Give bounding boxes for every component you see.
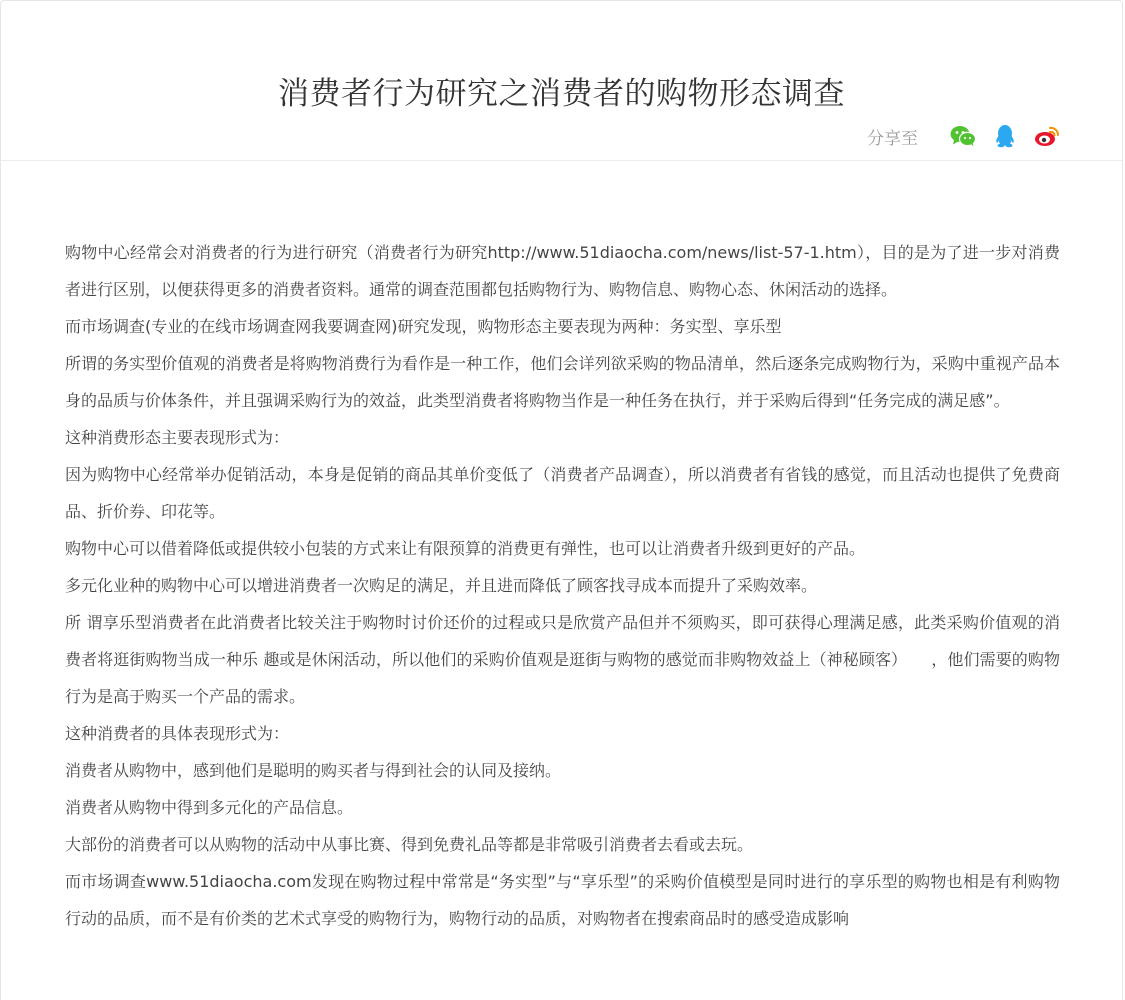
paragraph: 这种消费形态主要表现形式为：	[65, 428, 290, 447]
paragraph: 多元化业种的购物中心可以增进消费者一次购足的满足，并且进而降低了顾客找寻成本而提升了采购效率。	[65, 576, 818, 595]
wechat-icon[interactable]	[950, 123, 976, 149]
paragraph: 这种消费者的具体表现形式为：	[65, 724, 290, 743]
paragraph: 消费者从购物中得到多元化的产品信息。	[65, 798, 354, 817]
paragraph: 购物中心可以借着降低或提供较小包装的方式来让有限预算的消费更有弹性，也可以让消费者升级到更好的产品。	[65, 539, 866, 558]
paragraph: 大部份的消费者可以从购物的活动中从事比赛、得到免费礼品等都是非常吸引消费者去看或去玩。	[65, 835, 754, 854]
paragraph: 消费者从购物中，感到他们是聪明的购买者与得到社会的认同及接纳。	[65, 761, 562, 780]
qq-icon[interactable]	[992, 123, 1018, 149]
weibo-icon[interactable]	[1034, 123, 1060, 149]
paragraph: 所 谓享乐型消费者在此消费者比较关注于购物时讨价还价的过程或只是欣赏产品但并不须购买，即可获得心理满足感，此类采购价值观的消费者将逛街购物当成一种乐 趣或是休闲活动，所以他们的采购价值观是逛街与购物的感觉而非购物效益上（神秘顾客） ，他们需要的购物行为是高于购买一个产品的需求。	[65, 613, 1060, 706]
paragraph: 因为购物中心经常举办促销活动，本身是促销的商品其单价变低了（消费者产品调查），所以消费者有省钱的感觉，而且活动也提供了免费商品、折价券、印花等。	[65, 465, 1060, 521]
article-body	[65, 234, 1060, 937]
share-bar	[867, 121, 1060, 151]
page-title: 消费者行为研究之消费者的购物形态调查	[278, 75, 845, 112]
paragraph: 所谓的务实型价值观的消费者是将购物消费行为看作是一种工作，他们会详列欲采购的物品清单，然后逐条完成购物行为，采购中重视产品本身的品质与价体条件，并且强调采购行为的效益，此类型消费者将购物当作是一种任务在执行，并于采购后得到“任务完成的满足感”。	[65, 354, 1060, 410]
share-label: 分享至	[867, 128, 918, 149]
paragraph: 购物中心经常会对消费者的行为进行研究（消费者行为研究http://www.51diaocha.com/news/list-57-1.htm），目的是为了进一步对消费者进行区别，以便获得更多的消费者资料。通常的调查范围都包括购物行为、购物信息、购物心态、休闲活动的选择。	[65, 243, 1060, 299]
paragraph: 而市场调查(专业的在线市场调查网我要调查网)研究发现，购物形态主要表现为两种：务实型、享乐型	[65, 317, 782, 336]
paragraph: 而市场调查www.51diaocha.com发现在购物过程中常常是“务实型”与“享乐型”的采购价值模型是同时进行的享乐型的购物也相是有利购物行动的品质，而不是有价类的艺术式享受的购物行为，购物行动的品质，对购物者在搜索商品时的感受造成影响	[65, 872, 1060, 928]
article-header	[1, 1, 1122, 161]
